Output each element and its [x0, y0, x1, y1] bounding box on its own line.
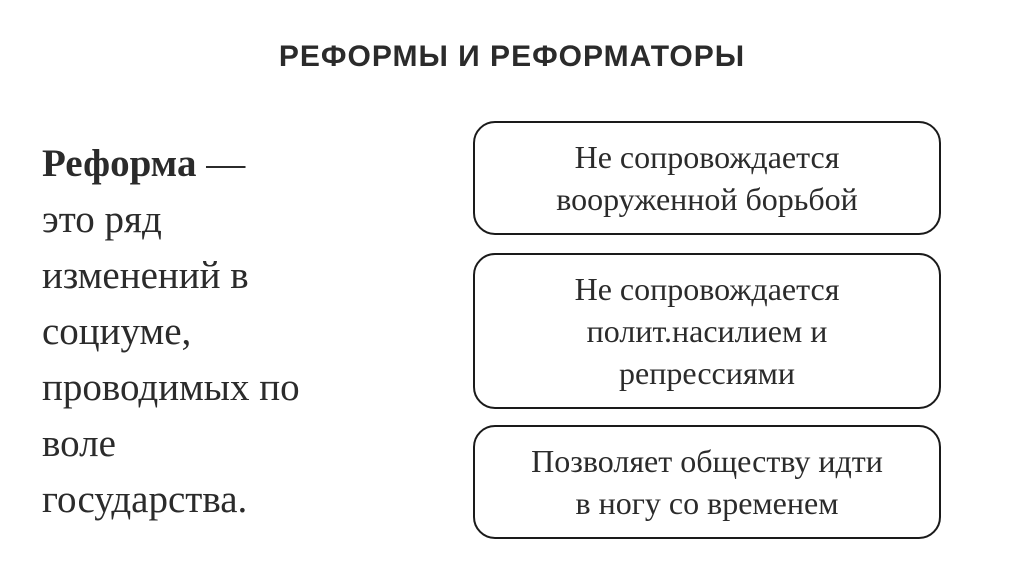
feature-line: Не сопровождается — [574, 271, 840, 307]
feature-box-keep-up-with-times — [473, 425, 941, 539]
feature-line: репрессиями — [619, 355, 795, 391]
definition-line: проводимых по — [42, 366, 300, 409]
reform-definition — [42, 136, 402, 528]
feature-box-no-political-violence — [473, 253, 941, 409]
feature-line: Не сопровождается — [574, 139, 840, 175]
feature-line: Позволяет обществу идти — [531, 443, 883, 479]
feature-line: полит.насилием и — [586, 313, 828, 349]
definition-term: Реформа — [42, 142, 197, 185]
page-title: РЕФОРМЫ И РЕФОРМАТОРЫ — [278, 40, 746, 73]
definition-line: социуме, — [42, 310, 192, 353]
definition-line: это ряд — [42, 198, 162, 241]
definition-line: государства. — [42, 478, 248, 521]
feature-line: в ногу со временем — [575, 485, 839, 521]
definition-line: изменений в — [42, 254, 249, 297]
definition-line: воле — [42, 422, 116, 465]
feature-box-no-armed-struggle — [473, 121, 941, 235]
definition-dash: — — [196, 142, 246, 185]
feature-text — [556, 136, 858, 220]
feature-text — [531, 440, 883, 524]
feature-text — [575, 268, 840, 394]
feature-line: вооруженной борьбой — [556, 181, 858, 217]
definition-heading-line — [42, 136, 402, 192]
